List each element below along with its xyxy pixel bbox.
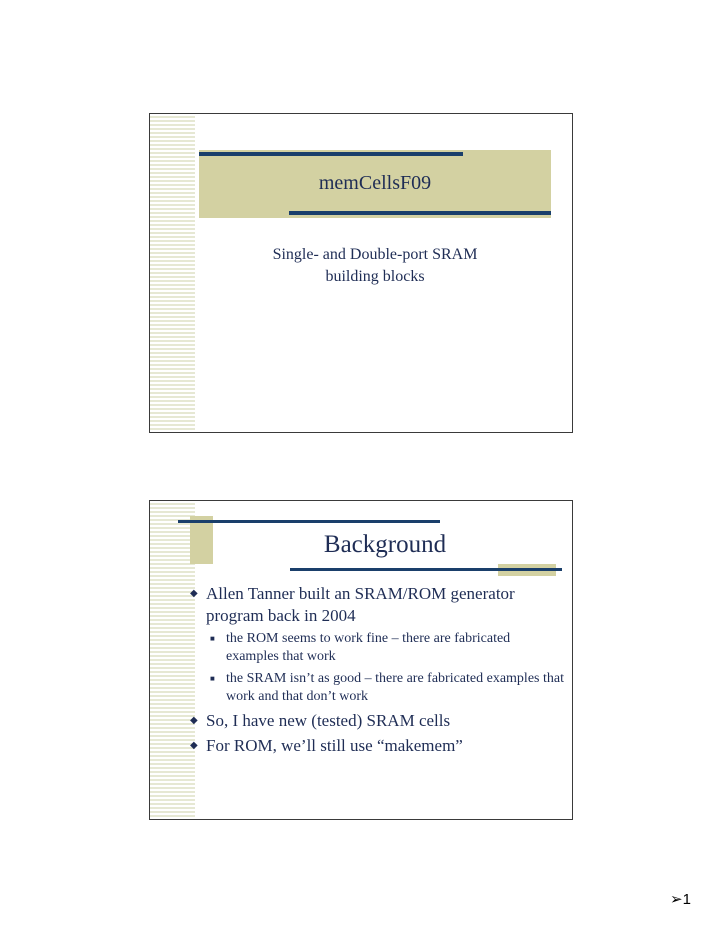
title-accent-left bbox=[190, 516, 213, 564]
bullet-item: ◆ Allen Tanner built an SRAM/ROM generator program back in 2004 bbox=[190, 583, 565, 627]
bullet-item: ◆ So, I have new (tested) SRAM cells bbox=[190, 710, 565, 732]
sub-bullet-item: ■ the ROM seems to work fine – there are fabricated examples that work bbox=[190, 630, 565, 666]
title-rule-top bbox=[178, 520, 440, 523]
slide-2 bbox=[149, 500, 573, 820]
subtitle-line: Single- and Double-port SRAM bbox=[272, 246, 478, 263]
title-rule-bottom bbox=[290, 568, 562, 571]
slide-1 bbox=[149, 113, 573, 433]
page-number: ➢1 bbox=[670, 891, 691, 908]
slide-title: memCellsF09 bbox=[318, 172, 432, 194]
title-rule-top bbox=[199, 152, 463, 156]
title-rule-bottom bbox=[289, 211, 551, 215]
stripe-margin bbox=[150, 114, 195, 432]
subtitle-line: building blocks bbox=[325, 268, 425, 285]
slide-subtitle bbox=[230, 244, 520, 288]
bullet-item: ◆ For ROM, we’ll still use “makemem” bbox=[190, 735, 565, 757]
stripe-margin bbox=[150, 501, 195, 819]
bullet-list bbox=[190, 583, 565, 760]
sub-bullet-item: ■ the SRAM isn’t as good – there are fabricated examples that work and that don’t work bbox=[190, 670, 565, 706]
slide-title: Background bbox=[323, 531, 447, 558]
